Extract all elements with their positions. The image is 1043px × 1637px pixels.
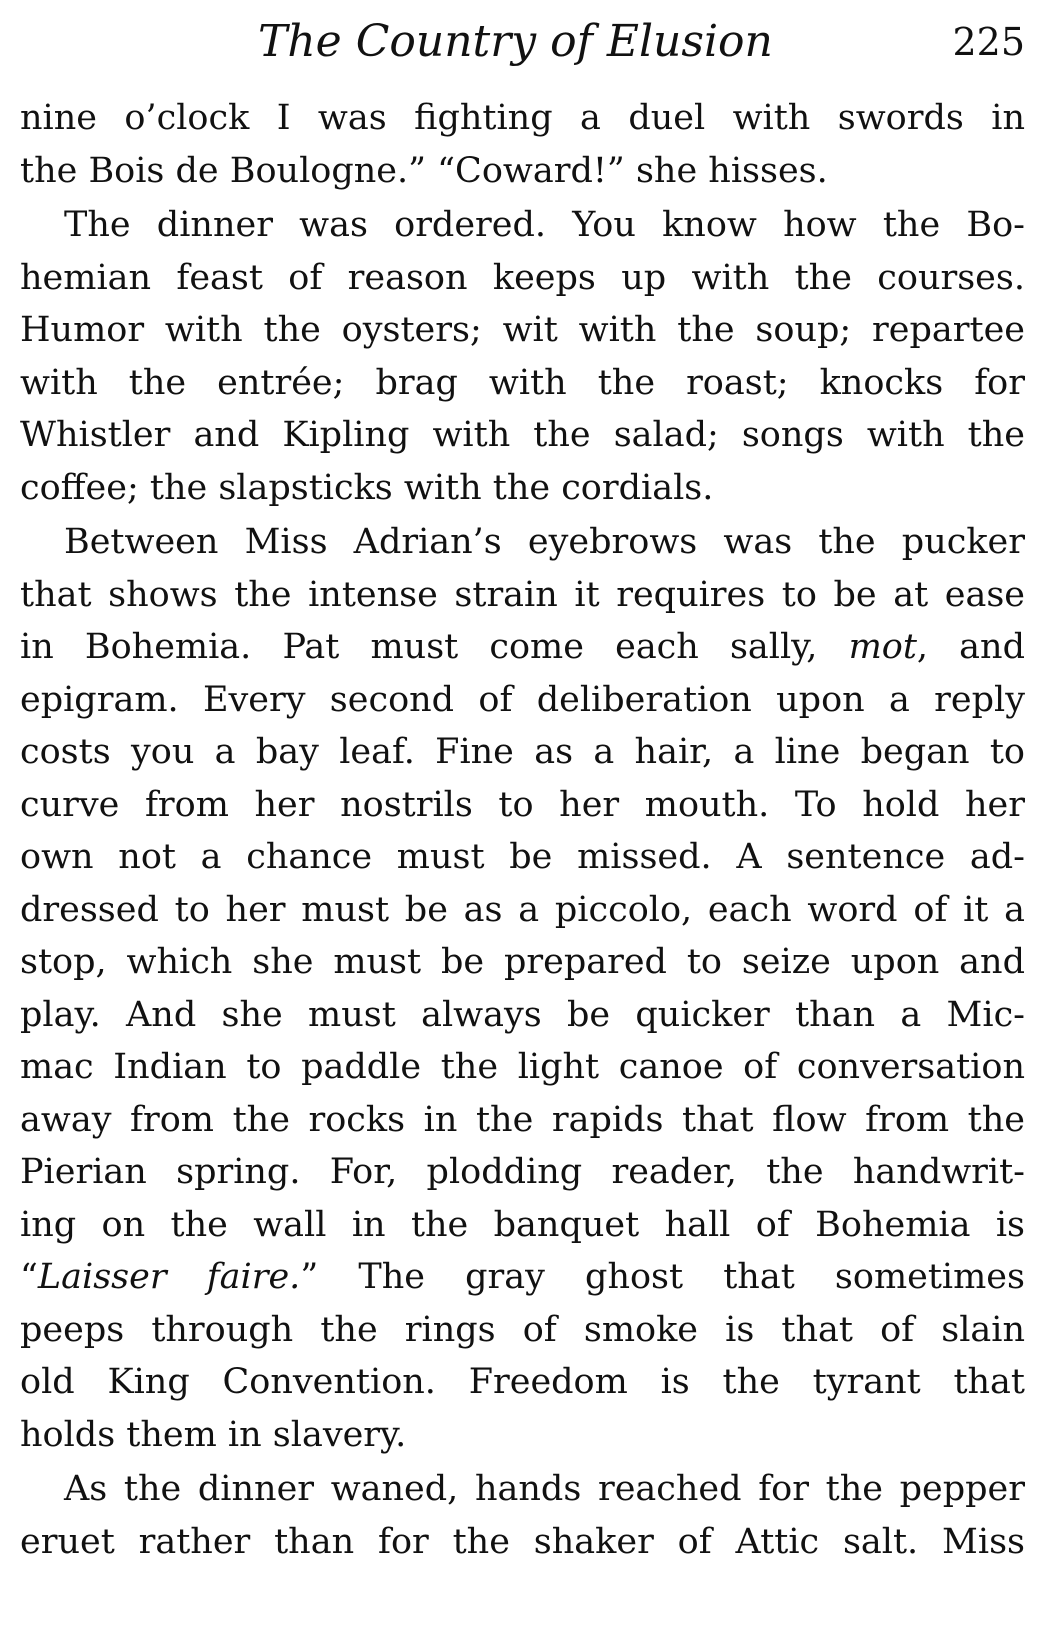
body-text <box>20 92 1025 1568</box>
text-line: stop, which she must be prepared to seize upon and <box>20 942 1025 982</box>
text-line: Pierian spring. For, plodding reader, the handwrit- <box>20 1152 1025 1192</box>
text-line: The dinner was ordered. You know how the Bo- <box>64 205 1025 245</box>
text-line: with the entrée; brag with the roast; knocks for <box>20 362 1025 403</box>
text-line: old King Convention. Freedom is the tyrant that <box>20 1362 1025 1402</box>
text-line: Whistler and Kipling with the salad; songs with the <box>20 415 1025 455</box>
text-line: own not a chance must be missed. A sentence ad- <box>20 837 1025 877</box>
italic-word: mot <box>848 627 917 667</box>
text-line: curve from her nostrils to her mouth. To hold her <box>20 784 1025 825</box>
text-line: costs you a bay leaf. Fine as a hair, a line began to <box>20 732 1025 772</box>
text-line: epigram. Every second of deliberation upon a reply <box>20 679 1025 720</box>
text-line: nine o’clock I was fighting a duel with swords in <box>20 98 1025 138</box>
text-line: play. And she must always be quicker than a Mic- <box>20 994 1025 1035</box>
text-line: eruet rather than for the shaker of Attic salt. Miss <box>20 1521 1025 1562</box>
text-line: dressed to her must be as a piccolo, each word of it a <box>20 889 1025 930</box>
text-line: peeps through the rings of smoke is that of slain <box>20 1309 1025 1350</box>
text-line: in Bohemia. Pat must come each sally, mot, and <box>20 627 1025 667</box>
text-line: As the dinner waned, hands reached for the pepper <box>64 1469 1025 1509</box>
text-line: the Bois de Boulogne.” “Coward!” she hisses. <box>20 150 828 191</box>
page-number: 225 <box>952 20 1025 64</box>
italic-phrase: Laisser faire. <box>37 1257 301 1297</box>
page-header <box>20 14 1025 70</box>
text-line: coffee; the slapsticks with the cordials. <box>20 467 714 508</box>
text-line: mac Indian to paddle the light canoe of conversation <box>20 1047 1025 1087</box>
text-line: Humor with the oysters; wit with the soup; repartee <box>20 310 1025 350</box>
text-line: Between Miss Adrian’s eyebrows was the pucker <box>64 522 1025 562</box>
text-line: that shows the intense strain it requires to be at ease <box>20 574 1025 615</box>
running-title: The Country of Elusion <box>258 16 773 67</box>
text-line: hemian feast of reason keeps up with the courses. <box>20 257 1025 298</box>
text-line: away from the rocks in the rapids that flow from the <box>20 1099 1025 1140</box>
text-line: “Laisser faire.” The gray ghost that sometimes <box>20 1257 1025 1297</box>
text-line: ing on the wall in the banquet hall of Bohemia is <box>20 1204 1025 1245</box>
text-line: holds them in slavery. <box>20 1414 407 1455</box>
